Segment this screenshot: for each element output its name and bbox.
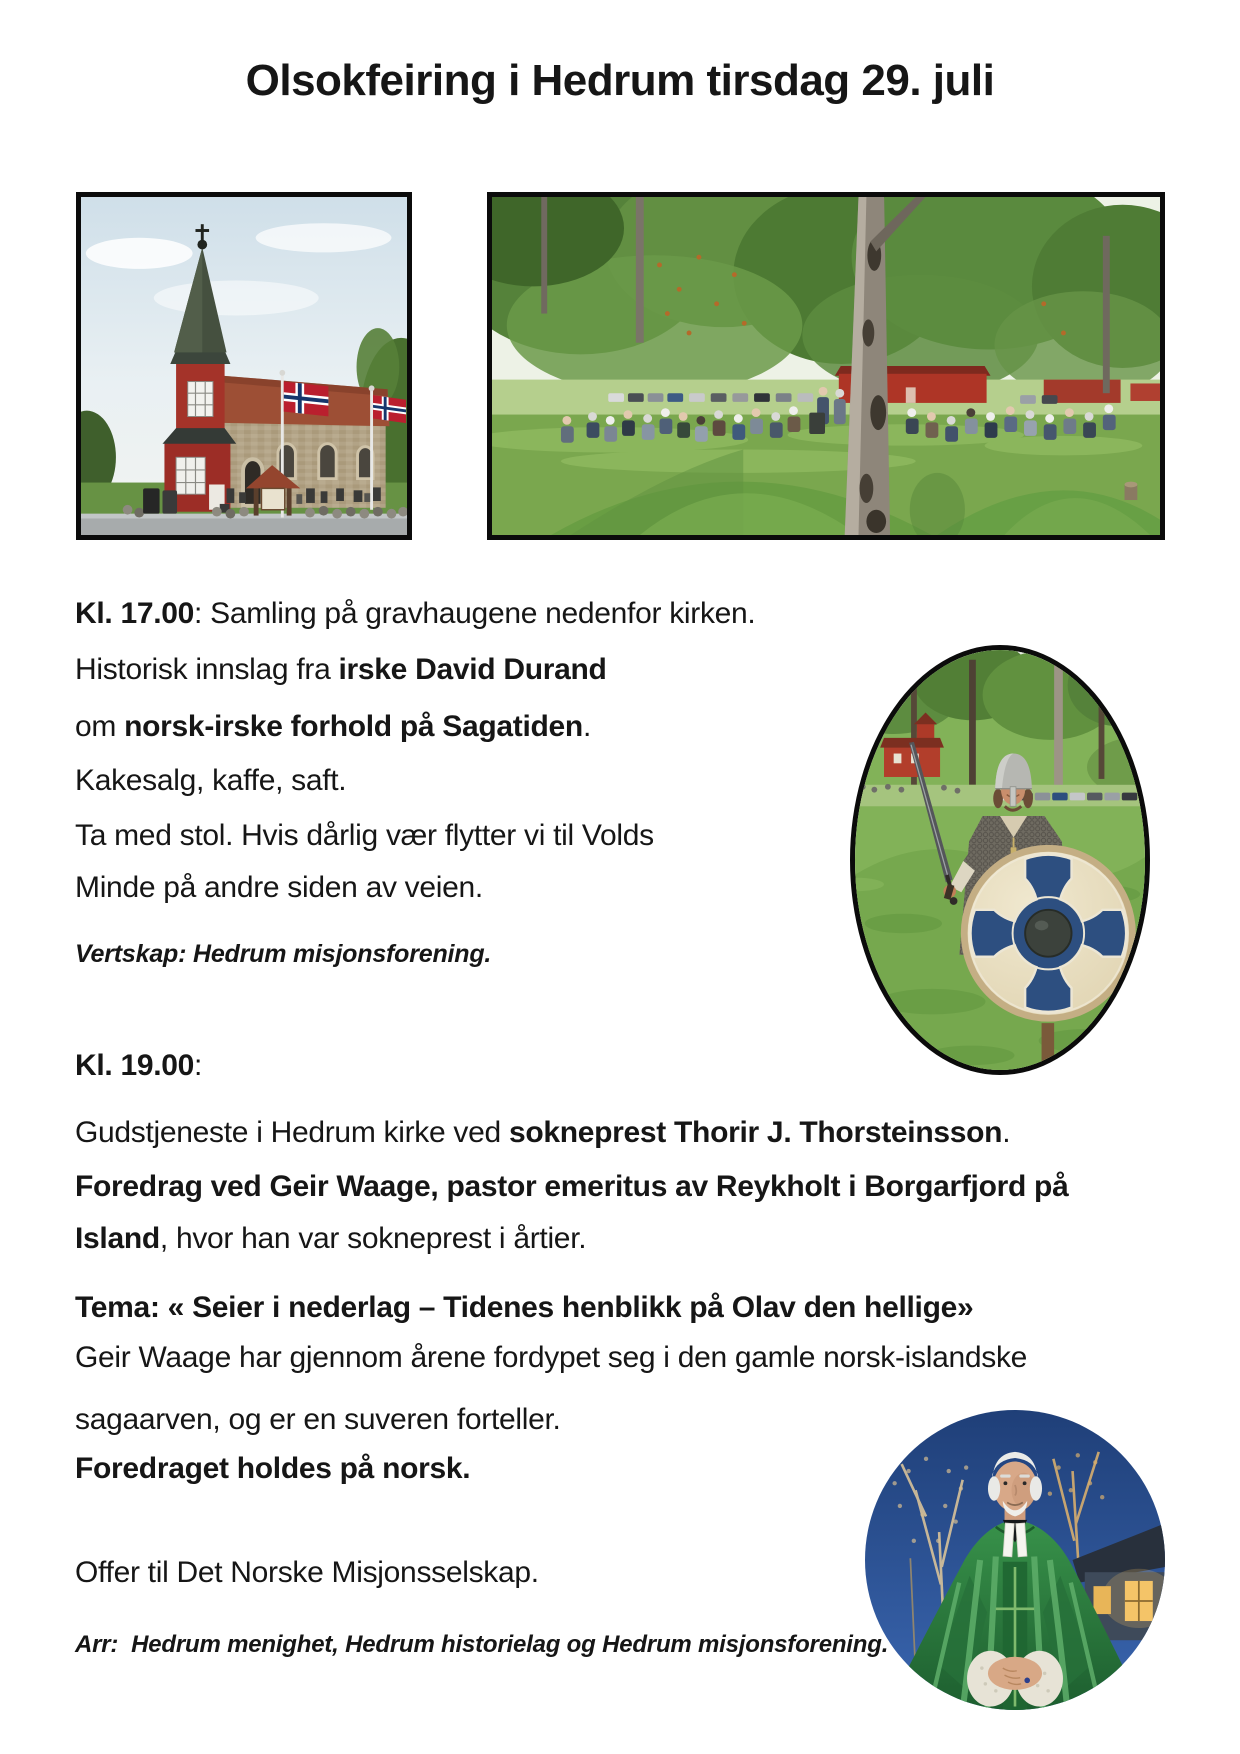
lecture-line2 xyxy=(75,1221,586,1257)
lecture-line2-rest: , hvor han var sokneprest i årtier. xyxy=(159,1222,587,1255)
language-line: Foredraget holdes på norsk. xyxy=(75,1452,471,1485)
viking-photo-illustration xyxy=(855,650,1145,1070)
service-line xyxy=(75,1115,1010,1151)
host-note: Vertskap: Hedrum misjonsforening. xyxy=(75,940,492,968)
kl17-line2-bold: irske David Durand xyxy=(338,653,607,686)
ring xyxy=(1024,1678,1030,1684)
priest-photo xyxy=(865,1410,1165,1710)
kl17-line3-normal: om xyxy=(75,710,125,743)
road xyxy=(81,518,407,535)
kl19-time: Kl. 19.00 xyxy=(75,1049,195,1082)
offering-line: Offer til Det Norske Misjonsselskap. xyxy=(75,1556,539,1589)
viking-reenactor-photo xyxy=(850,645,1150,1075)
service-end: . xyxy=(1002,1116,1011,1149)
about-line1: Geir Waage har gjennom årene fordypet seg i den gamle norsk-islandske xyxy=(75,1341,1028,1374)
kl17-line3-bold: norsk-irske forhold på Sagatiden xyxy=(124,710,583,743)
spire-base xyxy=(170,350,230,364)
scabbard xyxy=(1042,1023,1055,1070)
church-photo xyxy=(76,192,412,540)
church-photo-illustration xyxy=(81,197,407,535)
outdoor-gathering-photo xyxy=(487,192,1165,540)
priest-photo-illustration xyxy=(865,1410,1165,1710)
kl17-heading-line xyxy=(75,596,755,632)
kl17-time: Kl. 17.00 xyxy=(75,597,195,630)
page-title: Olsokfeiring i Hedrum tirsdag 29. juli xyxy=(245,56,995,105)
lecture-line1: Foredrag ved Geir Waage, pastor emeritus av Reykholt i Borgarfjord på xyxy=(75,1170,1069,1203)
kl19-heading-rest: : xyxy=(194,1049,203,1082)
kl17-line4: Kakesalg, kaffe, saft. xyxy=(75,764,347,797)
service-normal: Gudstjeneste i Hedrum kirke ved xyxy=(75,1116,509,1149)
kl17-line6: Minde på andre siden av veien. xyxy=(75,871,483,904)
service-bold: sokneprest Thorir J. Thorsteinsson xyxy=(508,1116,1003,1149)
organizers-note: Arr: Hedrum menighet, Hedrum historielag og Hedrum misjonsforening. xyxy=(75,1631,889,1658)
about-line2: sagaarven, og er en suveren forteller. xyxy=(75,1403,561,1436)
kl17-heading-rest: : Samling på gravhaugene nedenfor kirken. xyxy=(194,597,756,630)
helmet-nose-guard xyxy=(1010,787,1016,807)
shield-boss xyxy=(1025,910,1071,957)
kl17-line2 xyxy=(75,652,607,688)
tree-stump xyxy=(1125,482,1138,500)
kl19-heading-line xyxy=(75,1048,202,1084)
lecture-line2-bold: Island xyxy=(75,1222,160,1255)
cross-finial-icon xyxy=(195,229,209,232)
theme-line: Tema: « Seier i nederlag – Tidenes henblikk på Olav den hellige» xyxy=(75,1291,974,1324)
gathering-photo-illustration xyxy=(492,197,1160,535)
kl17-line3-end: . xyxy=(582,710,591,743)
kl17-line3 xyxy=(75,709,591,745)
tree-canopies xyxy=(492,197,1160,398)
viking-shield xyxy=(961,845,1135,1021)
kl17-line5: Ta med stol. Hvis dårlig vær flytter vi til Volds xyxy=(75,819,654,852)
kl17-line2-normal: Historisk innslag fra xyxy=(75,653,339,686)
